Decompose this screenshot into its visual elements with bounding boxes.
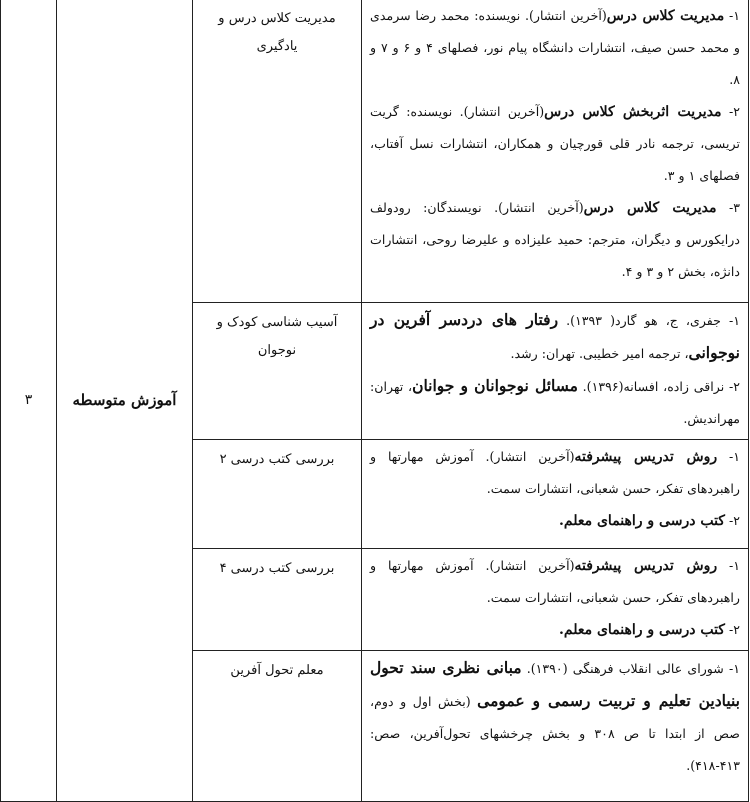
reference-details: ، ترجمه امیر خطیبی. تهران: رشد. bbox=[510, 346, 689, 361]
table-row bbox=[1, 0, 749, 303]
course-title-cell: بررسی کتب درسی ۴ bbox=[193, 549, 362, 651]
reference-title: مدیریت کلاس درس bbox=[606, 8, 725, 24]
reference-number: ۱- bbox=[724, 8, 740, 23]
reference-item bbox=[370, 370, 740, 435]
references-cell bbox=[362, 0, 749, 303]
reference-number: ۲- bbox=[721, 104, 740, 119]
reference-item bbox=[370, 505, 740, 537]
reference-number: ۱- bbox=[720, 313, 740, 328]
reference-title: کتب درسی و راهنمای معلم. bbox=[559, 622, 725, 638]
reference-title: مسائل نوجوانان و جوانان bbox=[412, 376, 578, 395]
reference-item bbox=[370, 192, 740, 288]
reference-number: ۱- bbox=[717, 558, 740, 573]
reference-details: (آخرین انتشار). نویسنده: محمد رضا سرمدی و محمد حسن صیف، انتشارات دانشگاه پیام نور، فصلهای ۴ و ۶ و ۷ و ۸. bbox=[370, 8, 741, 87]
references-cell bbox=[362, 651, 749, 802]
reference-title: مدیریت اثربخش کلاس درس bbox=[544, 104, 722, 120]
reference-item bbox=[370, 0, 740, 96]
reference-title: رفتار های دردسر آفرین در نوجوانی bbox=[370, 310, 740, 362]
reference-title: مدیریت کلاس درس bbox=[583, 200, 717, 216]
course-title-cell: بررسی کتب درسی ۲ bbox=[193, 440, 362, 549]
reference-number: ۲- bbox=[724, 379, 741, 394]
reference-details: ، تهران: مهراندیش. bbox=[370, 379, 740, 426]
reference-details: (آخرین انتشار). نویسنده: گریت تریسی، ترجمه نادر قلی قورچیان و همکاران، انتشارات نسل آفتاب، فصلهای ۱ و ۳. bbox=[370, 104, 740, 183]
course-title-cell: آسیب شناسی کودک و نوجوان bbox=[193, 303, 362, 440]
references-cell bbox=[362, 440, 749, 549]
reference-item bbox=[370, 550, 740, 614]
reference-title: مبانی نظری سند تحول بنیادین تعلیم و تربیت رسمی و عمومی bbox=[370, 658, 740, 710]
reference-number: ۱- bbox=[723, 661, 741, 676]
reference-item bbox=[370, 652, 740, 782]
reference-author: شورای عالی انقلاب فرهنگی (۱۳۹۰). bbox=[521, 661, 724, 676]
reference-title: کتب درسی و راهنمای معلم. bbox=[559, 513, 725, 529]
references-cell bbox=[362, 303, 749, 440]
reference-item bbox=[370, 96, 740, 192]
reference-item bbox=[370, 304, 740, 370]
reference-number: ۳- bbox=[716, 200, 740, 215]
reference-number: ۲- bbox=[724, 513, 740, 528]
reference-item bbox=[370, 614, 740, 646]
course-title-cell: معلم تحول آفرین bbox=[193, 651, 362, 802]
education-level-cell: آموزش متوسطه bbox=[57, 0, 193, 802]
reference-details: (آخرین انتشار). نویسندگان: رودولف درایکورس و دیگران، مترجم: حمید علیزاده و علیرضا روحی، انتشارات دانژه، بخش ۲ و ۳ و ۴. bbox=[370, 200, 740, 279]
reference-item bbox=[370, 441, 740, 505]
reference-number: ۲- bbox=[724, 622, 740, 637]
reference-details: (آخرین انتشار). آموزش مهارتها و راهبردهای تفکر، حسن شعبانی، انتشارات سمت. bbox=[370, 558, 740, 605]
course-title-cell: مدیریت کلاس درس و یادگیری bbox=[193, 0, 362, 303]
reference-title: روش تدریس پیشرفته bbox=[574, 449, 718, 465]
reference-author: نراقی زاده، افسانه(۱۳۹۶). bbox=[577, 379, 725, 394]
reference-number: ۱- bbox=[717, 449, 740, 464]
reference-title: روش تدریس پیشرفته bbox=[574, 558, 718, 574]
reference-details: (بخش اول و دوم، صص از ابتدا تا ص ۳۰۸ و بخش چرخشهای تحول‌آفرین، صص: ۴۱۳-۴۱۸). bbox=[370, 694, 741, 773]
references-cell bbox=[362, 549, 749, 651]
reference-author: جفری، ج، هو گارد( ۱۳۹۳). bbox=[558, 313, 721, 328]
reference-details: (آخرین انتشار). آموزش مهارتها و راهبردهای تفکر، حسن شعبانی، انتشارات سمت. bbox=[370, 449, 740, 496]
row-number-cell: ۳ bbox=[1, 0, 57, 802]
